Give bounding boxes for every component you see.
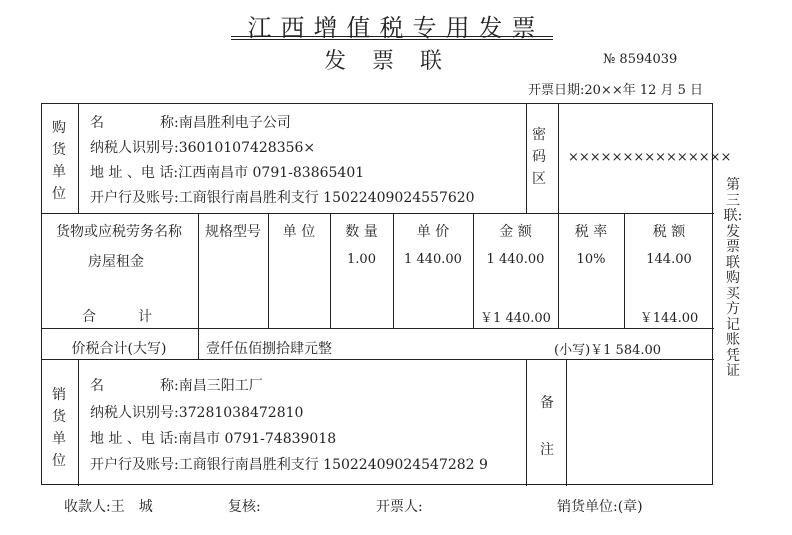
- total-amount: ￥1 440.00: [480, 311, 551, 326]
- buyer-address-phone: 地 址 、电 话:江西南昌市 0791-83865401: [90, 165, 365, 181]
- item-tax: 144.00: [646, 252, 692, 267]
- seller-section-label: 销货单位: [52, 387, 66, 469]
- seller-label-divider: [78, 359, 79, 486]
- total-tax: ￥144.00: [639, 311, 699, 326]
- buyer-label-divider: [78, 104, 79, 213]
- item-rate: 10%: [576, 252, 606, 267]
- password-area-label: 密码区: [532, 127, 546, 187]
- col-header-tax: 税 额: [652, 224, 686, 240]
- remark-label-left: [526, 359, 527, 486]
- copy-side-note: 第三联:发票联购买方记账凭证: [723, 177, 743, 379]
- remark-label-bottom: 注: [540, 442, 554, 458]
- total-label: 合 计: [82, 309, 152, 325]
- grand-total-label: 价税合计(大写): [71, 341, 167, 357]
- divider-total-seller: [42, 359, 714, 360]
- password-area-value: ×××××××××××××××: [568, 150, 732, 165]
- item-price: 1 440.00: [404, 252, 462, 267]
- buyer-section-label: 购货单位: [52, 120, 66, 202]
- password-label-right: [558, 104, 559, 213]
- grand-total-words: 壹仟伍佰捌拾肆元整: [206, 341, 332, 357]
- invoice-title: 江西增值税专用发票: [247, 14, 545, 42]
- reviewer-field: 复核:: [228, 499, 261, 515]
- payee-field: 收款人:王 城: [64, 499, 153, 515]
- col-header-price: 单 价: [416, 224, 450, 240]
- grand-total-figures: (小写)￥1 584.00: [554, 343, 662, 358]
- item-amount: 1 440.00: [486, 252, 545, 267]
- invoice-number: № 8594039: [603, 52, 678, 67]
- col-header-amount: 金 额: [499, 224, 532, 240]
- seller-seal-field: 销货单位:(章): [557, 499, 643, 515]
- grand-total-divider: [198, 328, 199, 359]
- invoice-date: 开票日期:20××年 12 月 5 日: [528, 83, 704, 98]
- password-label-left: [526, 104, 527, 213]
- col-header-qty: 数 量: [345, 224, 378, 240]
- buyer-tax-id: 纳税人识别号:36010107428356×: [90, 140, 316, 156]
- col-header-spec: 规格型号: [205, 224, 261, 240]
- divider-buyer-items: [42, 213, 714, 214]
- title-underline: [231, 36, 553, 37]
- remark-label-top: 备: [540, 395, 554, 411]
- remark-label-right: [566, 359, 567, 486]
- seller-name: 名 称:南昌三阳工厂: [90, 378, 263, 394]
- seller-address-phone: 地 址 、电 话:南昌市 0791-74839018: [90, 431, 337, 447]
- col-header-rate: 税 率: [574, 224, 608, 240]
- invoice-subtitle: 发票联: [323, 49, 468, 74]
- seller-bank-account: 开户行及账号:工商银行南昌胜利支行 15022409024547282 9: [90, 457, 488, 473]
- divider-items-total: [42, 328, 714, 329]
- item-name: 房屋租金: [88, 254, 144, 270]
- seller-tax-id: 纳税人识别号:37281038472810: [90, 405, 304, 421]
- buyer-bank-account: 开户行及账号:工商银行南昌胜利支行 15022409024557620: [90, 190, 475, 206]
- col-header-unit: 单 位: [282, 224, 316, 240]
- col-header-name: 货物或应税劳务名称: [56, 224, 182, 240]
- issuer-field: 开票人:: [376, 499, 423, 515]
- buyer-name: 名 称:南昌胜利电子公司: [90, 115, 291, 131]
- title-underline-2: [231, 39, 553, 40]
- item-qty: 1.00: [347, 252, 376, 267]
